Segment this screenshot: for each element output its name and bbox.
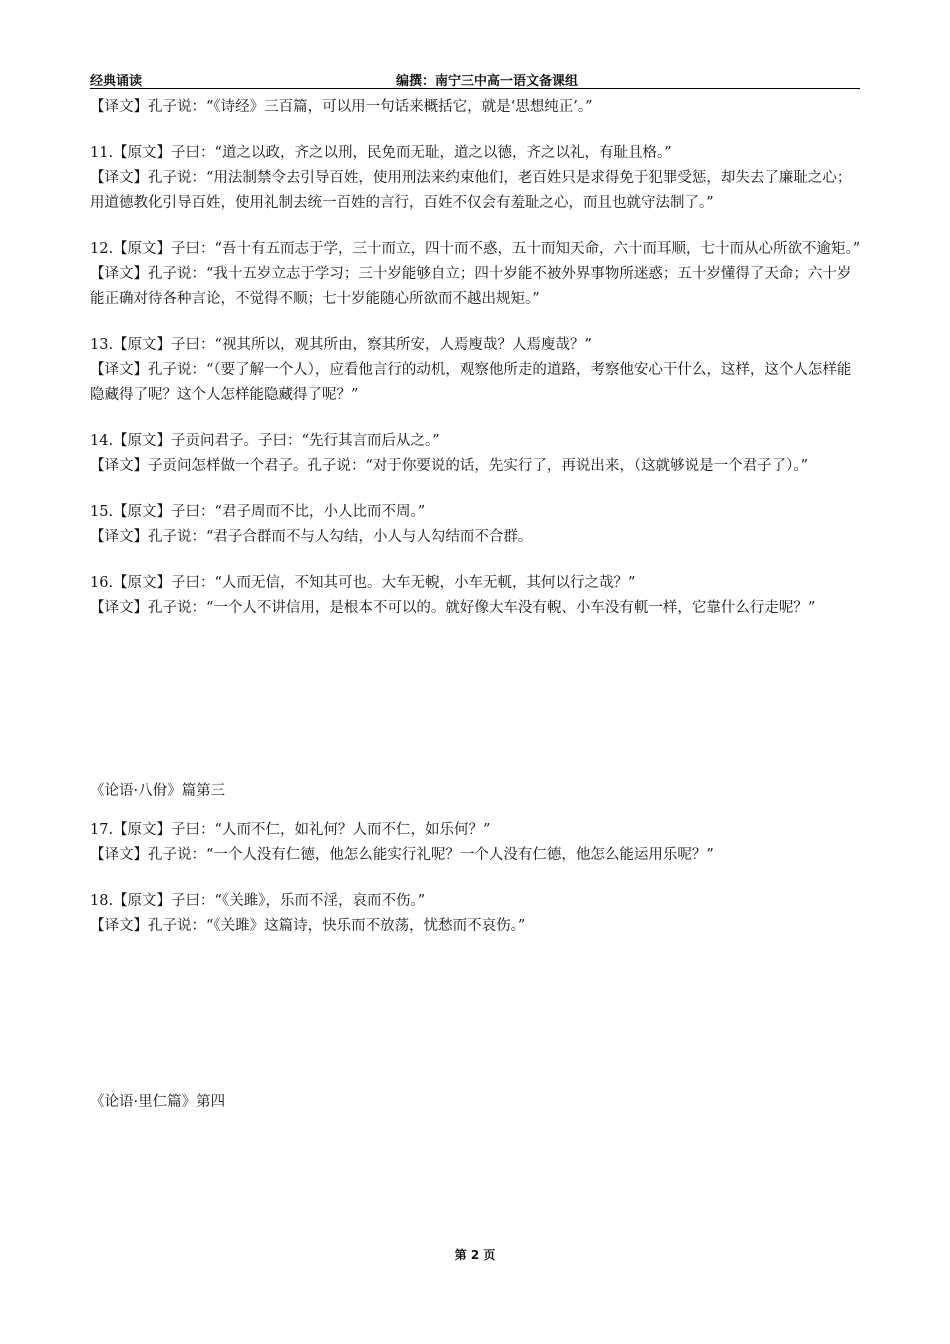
entry-14 — [90, 429, 862, 479]
entry-11 — [90, 141, 862, 216]
original-text: 13.【原文】子曰：“视其所以，观其所由，察其所安，人焉廋哉？人焉廋哉？” — [90, 337, 592, 353]
header-editor: 编撰：南宁三中高一语文备课组 — [396, 74, 579, 89]
original-text: 18.【原文】子曰：“《关雎》，乐而不淫，哀而不伤。” — [90, 893, 426, 909]
document-body — [90, 95, 862, 1129]
translation-text: 【译文】孔子说：“《关雎》这篇诗，快乐而不放荡，忧愁而不哀伤。” — [90, 918, 526, 934]
header-left-title: 经典诵读 — [90, 74, 143, 89]
translation-text: 【译文】孔子说：“（要了解一个人），应看他言行的动机，观察他所走的道路，考察他安心干什么，这样，这个人怎样能隐藏得了呢？这个人怎样能隐藏得了呢？” — [90, 362, 852, 403]
translation-text: 【译文】孔子说：“用法制禁令去引导百姓，使用刑法来约束他们，老百姓只是求得免于犯罪受惩，却失去了廉耻之心；用道德教化引导百姓，使用礼制去统一百姓的言行，百姓不仅会有羞耻之心，而且也就守法制了。” — [90, 170, 852, 211]
translation-text: 【译文】孔子说：“一个人没有仁德，他怎么能实行礼呢？一个人没有仁德，他怎么能运用乐呢？” — [90, 847, 714, 863]
entry-18 — [90, 889, 862, 939]
translation-text: 【译文】孔子说：“一个人不讲信用，是根本不可以的。就好像大车没有輗、小车没有軏一样，它靠什么行走呢？” — [90, 600, 816, 616]
original-text: 17.【原文】子曰：“人而不仁，如礼何？人而不仁，如乐何？” — [90, 822, 491, 838]
translation-text: 【译文】孔子说：“君子合群而不与人勾结，小人与人勾结而不合群。 — [90, 529, 533, 545]
page-number: 第 2 页 — [454, 1248, 496, 1262]
translation-10: 【译文】孔子说：“《诗经》三百篇，可以用一句话来概括它，就是‘思想纯正’。” — [90, 99, 593, 115]
original-text: 16.【原文】子曰：“人而无信，不知其可也。大车无輗，小车无軏，其何以行之哉？” — [90, 575, 636, 591]
translation-text: 【译文】孔子说：“我十五岁立志于学习；三十岁能够自立；四十岁能不被外界事物所迷惑；五十岁懂得了天命；六十岁能正确对待各种言论，不觉得不顺；七十岁能随心所欲而不越出规矩。” — [90, 266, 852, 307]
original-text: 12.【原文】子曰：“吾十有五而志于学，三十而立，四十而不惑，五十而知天命，六十而耳顺，七十而从心所欲不逾矩。” — [90, 241, 861, 257]
section-heading-bayi: 《论语·八佾》篇第三 — [90, 782, 226, 799]
section-heading-liren: 《论语·里仁篇》第四 — [90, 1093, 226, 1110]
original-text: 11.【原文】子曰：“道之以政，齐之以刑，民免而无耻，道之以德，齐之以礼，有耻且格。” — [90, 145, 672, 161]
translation-text: 【译文】子贡问怎样做一个君子。孔子说：“对于你要说的话，先实行了，再说出来，（这就够说是一个君子了）。” — [90, 458, 809, 474]
original-text: 14.【原文】子贡问君子。子曰：“先行其言而后从之。” — [90, 433, 440, 449]
entry-15 — [90, 500, 862, 550]
original-text: 15.【原文】子曰：“君子周而不比，小人比而不周。” — [90, 504, 426, 520]
entry-13 — [90, 333, 862, 408]
entry-12 — [90, 237, 862, 312]
entry-17 — [90, 818, 862, 868]
page-header — [90, 68, 860, 89]
entry-16 — [90, 571, 862, 621]
